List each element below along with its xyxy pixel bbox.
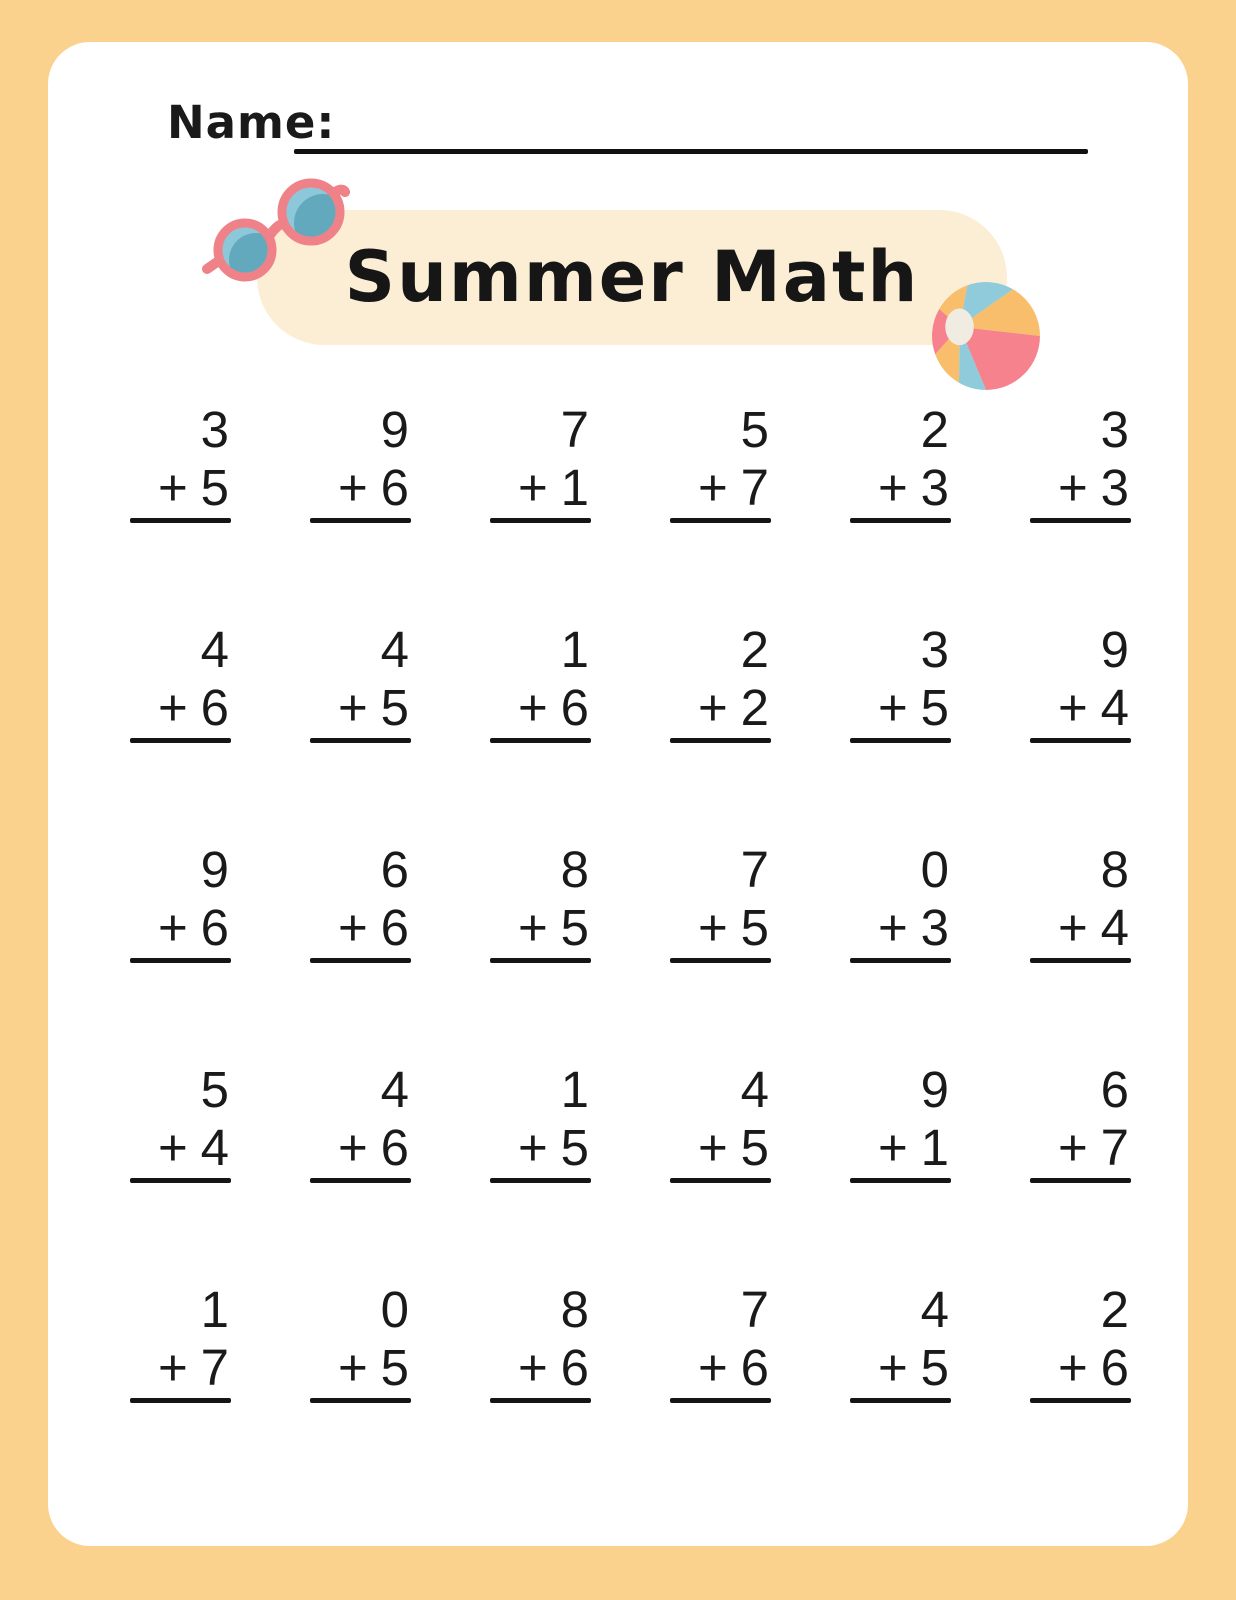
worksheet-page [48, 42, 1188, 1546]
plus-sign: + [158, 899, 188, 956]
addend-bottom: 6 [560, 1339, 589, 1396]
addend-top: 1 [560, 1061, 589, 1118]
addend-top: 0 [380, 1281, 409, 1338]
answer-line[interactable] [310, 738, 411, 743]
addend-bottom: 7 [200, 1339, 229, 1396]
plus-sign: + [338, 1119, 368, 1176]
addition-problem [130, 401, 231, 624]
answer-line[interactable] [310, 1398, 411, 1403]
answer-line[interactable] [670, 518, 771, 523]
plus-sign: + [518, 899, 548, 956]
addend-bottom: 6 [380, 899, 409, 956]
answer-line[interactable] [490, 958, 591, 963]
plus-sign: + [158, 1339, 188, 1396]
addition-problem [490, 841, 591, 1064]
answer-line[interactable] [130, 1398, 231, 1403]
addend-top: 2 [920, 401, 949, 458]
addend-top: 7 [740, 1281, 769, 1338]
answer-line[interactable] [670, 1398, 771, 1403]
answer-line[interactable] [670, 738, 771, 743]
addend-bottom: 6 [560, 679, 589, 736]
addend-top: 2 [740, 621, 769, 678]
answer-line[interactable] [850, 1178, 951, 1183]
answer-line[interactable] [310, 518, 411, 523]
plus-sign: + [158, 679, 188, 736]
addend-top: 4 [380, 621, 409, 678]
addition-problem [670, 841, 771, 1064]
addend-top: 2 [1100, 1281, 1129, 1338]
addition-problem [850, 1281, 951, 1504]
addend-bottom: 6 [380, 1119, 409, 1176]
addend-bottom: 7 [740, 459, 769, 516]
addend-top: 4 [740, 1061, 769, 1118]
addition-problem [310, 841, 411, 1064]
addition-problem [490, 401, 591, 624]
addition-problem [670, 1281, 771, 1504]
title-banner [257, 210, 1007, 345]
addition-problem [310, 1281, 411, 1504]
answer-line[interactable] [1030, 738, 1131, 743]
answer-line[interactable] [850, 518, 951, 523]
name-label: Name: [167, 96, 336, 149]
addend-bottom: 5 [740, 1119, 769, 1176]
answer-line[interactable] [850, 738, 951, 743]
addend-top: 7 [560, 401, 589, 458]
addend-bottom: 6 [740, 1339, 769, 1396]
addend-top: 8 [1100, 841, 1129, 898]
addend-top: 3 [1100, 401, 1129, 458]
addition-problem [130, 841, 231, 1064]
plus-sign: + [878, 1339, 908, 1396]
addition-problem [310, 401, 411, 624]
answer-line[interactable] [310, 1178, 411, 1183]
addend-top: 4 [920, 1281, 949, 1338]
addend-bottom: 4 [1100, 899, 1129, 956]
plus-sign: + [338, 459, 368, 516]
addition-problem [1030, 841, 1131, 1064]
addend-bottom: 6 [200, 899, 229, 956]
addend-top: 7 [740, 841, 769, 898]
plus-sign: + [1058, 1339, 1088, 1396]
plus-sign: + [1058, 1119, 1088, 1176]
addition-problem [1030, 621, 1131, 844]
addend-top: 8 [560, 841, 589, 898]
problems-grid [130, 401, 1131, 1504]
addend-top: 9 [920, 1061, 949, 1118]
beach-ball-icon [930, 280, 1042, 392]
addend-top: 5 [740, 401, 769, 458]
addend-bottom: 6 [380, 459, 409, 516]
answer-line[interactable] [490, 1398, 591, 1403]
addend-top: 9 [380, 401, 409, 458]
addend-top: 6 [1100, 1061, 1129, 1118]
addend-top: 4 [200, 621, 229, 678]
addition-problem [310, 1061, 411, 1284]
addition-problem [850, 1061, 951, 1284]
plus-sign: + [338, 679, 368, 736]
addend-top: 3 [200, 401, 229, 458]
plus-sign: + [878, 679, 908, 736]
addend-top: 3 [920, 621, 949, 678]
addend-bottom: 3 [920, 899, 949, 956]
addition-problem [130, 621, 231, 844]
addend-bottom: 5 [200, 459, 229, 516]
addend-bottom: 5 [380, 679, 409, 736]
addition-problem [490, 1061, 591, 1284]
addend-bottom: 4 [1100, 679, 1129, 736]
answer-line[interactable] [670, 1178, 771, 1183]
plus-sign: + [878, 1119, 908, 1176]
addend-top: 8 [560, 1281, 589, 1338]
answer-line[interactable] [130, 738, 231, 743]
addend-bottom: 3 [920, 459, 949, 516]
addend-bottom: 5 [920, 1339, 949, 1396]
addition-problem [130, 1281, 231, 1504]
addend-top: 9 [200, 841, 229, 898]
addend-top: 6 [380, 841, 409, 898]
addend-top: 9 [1100, 621, 1129, 678]
addition-problem [130, 1061, 231, 1284]
addition-problem [310, 621, 411, 844]
page-title: Summer Math [344, 236, 920, 318]
addition-problem [670, 1061, 771, 1284]
answer-line[interactable] [130, 1178, 231, 1183]
addition-problem [1030, 1281, 1131, 1504]
answer-line[interactable] [1030, 1178, 1131, 1183]
addend-top: 0 [920, 841, 949, 898]
plus-sign: + [518, 679, 548, 736]
plus-sign: + [518, 1119, 548, 1176]
plus-sign: + [1058, 679, 1088, 736]
addition-problem [850, 621, 951, 844]
addend-bottom: 1 [560, 459, 589, 516]
addend-top: 4 [380, 1061, 409, 1118]
addition-problem [670, 621, 771, 844]
answer-line[interactable] [130, 958, 231, 963]
answer-line[interactable] [130, 518, 231, 523]
addend-bottom: 1 [920, 1119, 949, 1176]
addition-problem [1030, 1061, 1131, 1284]
answer-line[interactable] [850, 958, 951, 963]
answer-line[interactable] [490, 1178, 591, 1183]
plus-sign: + [698, 1339, 728, 1396]
addend-bottom: 6 [1100, 1339, 1129, 1396]
addend-bottom: 5 [740, 899, 769, 956]
plus-sign: + [338, 1339, 368, 1396]
plus-sign: + [698, 679, 728, 736]
addend-top: 1 [560, 621, 589, 678]
plus-sign: + [698, 1119, 728, 1176]
addend-bottom: 7 [1100, 1119, 1129, 1176]
addend-bottom: 2 [740, 679, 769, 736]
plus-sign: + [698, 459, 728, 516]
plus-sign: + [518, 459, 548, 516]
addition-problem [1030, 401, 1131, 624]
addend-bottom: 5 [380, 1339, 409, 1396]
plus-sign: + [1058, 459, 1088, 516]
answer-line[interactable] [490, 738, 591, 743]
addition-problem [670, 401, 771, 624]
addition-problem [850, 401, 951, 624]
answer-line[interactable] [670, 958, 771, 963]
addend-bottom: 5 [920, 679, 949, 736]
plus-sign: + [518, 1339, 548, 1396]
addend-bottom: 3 [1100, 459, 1129, 516]
sunglasses-icon [198, 168, 350, 298]
addend-bottom: 6 [200, 679, 229, 736]
answer-line[interactable] [1030, 518, 1131, 523]
plus-sign: + [698, 899, 728, 956]
answer-line[interactable] [490, 518, 591, 523]
plus-sign: + [1058, 899, 1088, 956]
plus-sign: + [338, 899, 368, 956]
plus-sign: + [878, 459, 908, 516]
addend-bottom: 5 [560, 899, 589, 956]
addend-bottom: 5 [560, 1119, 589, 1176]
plus-sign: + [158, 1119, 188, 1176]
addition-problem [490, 1281, 591, 1504]
answer-line[interactable] [1030, 1398, 1131, 1403]
name-input-line[interactable] [294, 149, 1088, 154]
plus-sign: + [158, 459, 188, 516]
addend-top: 1 [200, 1281, 229, 1338]
plus-sign: + [878, 899, 908, 956]
addend-bottom: 4 [200, 1119, 229, 1176]
addend-top: 5 [200, 1061, 229, 1118]
addition-problem [850, 841, 951, 1064]
answer-line[interactable] [310, 958, 411, 963]
answer-line[interactable] [850, 1398, 951, 1403]
answer-line[interactable] [1030, 958, 1131, 963]
addition-problem [490, 621, 591, 844]
